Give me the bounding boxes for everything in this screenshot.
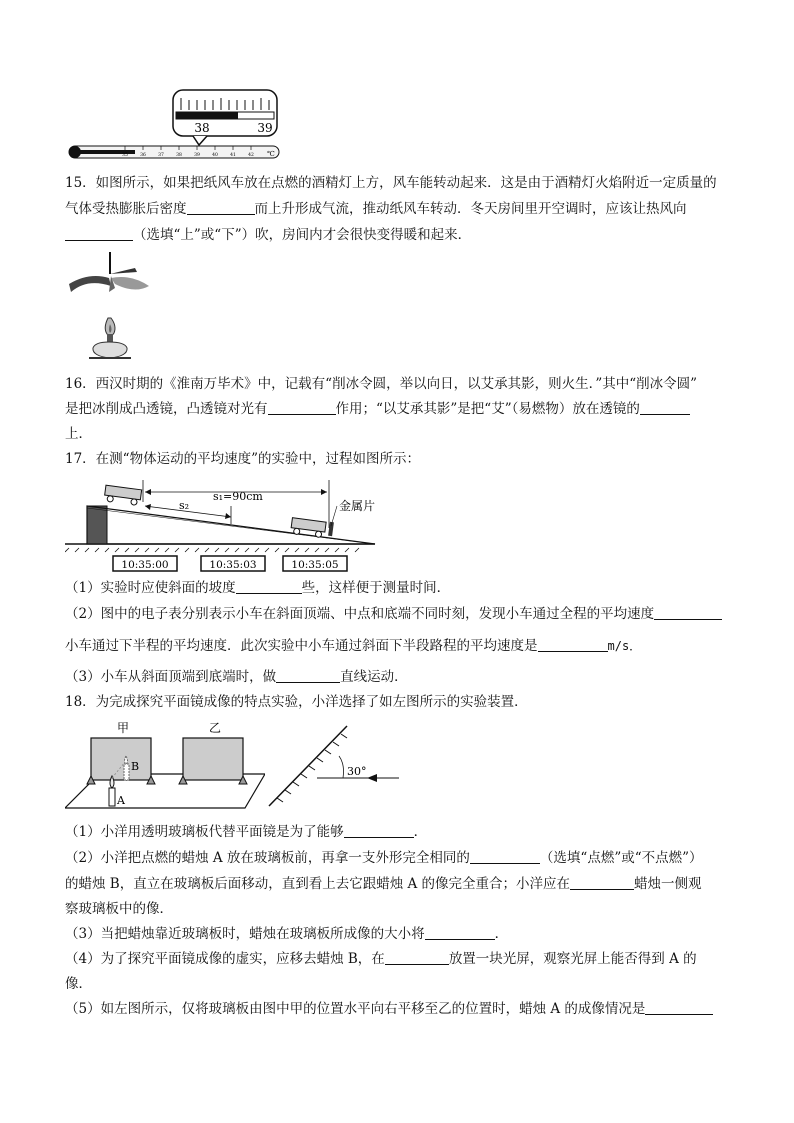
q18-text: （2）小洋把点燃的蜡烛 A 放在玻璃板前，再拿一支外形完全相同的 [65,850,470,866]
q16-line1: 16．西汉时期的《淮南万毕术》中，记载有“削冰令圆，举以向日，以艾承其影，则火生．”其中“削冰令圆” [65,376,698,392]
angle-label: 30° [347,765,367,778]
incline-figure [65,476,385,574]
q18-text: 的蜡烛 B，直立在玻璃板后面移动，直到看上去它跟蜡烛 A 的像完全重合；小洋应在 [65,876,571,892]
q16-blank-2[interactable] [640,400,690,415]
clock-middle: 10:35:03 [209,559,257,571]
q18-sub2c: 察玻璃板中的像． [65,901,173,917]
position-jia-label: 甲 [117,721,130,735]
q17-text: 直线运动． [340,669,408,685]
q16-line2 [65,399,690,419]
q15-line2 [65,199,687,219]
zoom-label-39: 39 [257,121,273,135]
q17-sub2b [65,636,641,656]
q17-line1: 17．在测“物体运动的平均速度”的实验中，过程如图所示： [65,451,420,467]
q18-line1: 18．为完成探究平面镜成像的特点实验，小洋选择了如左图所示的实验装置． [65,694,528,710]
q17-text: （2）图中的电子表分别表示小车在斜面顶端、中点和底端不同时刻，发现小车通过全程的平均速度 [65,606,655,622]
q18-text: ． [413,824,428,840]
s2-label: s₂ [179,499,190,512]
s1-label: s₁=90cm [213,490,263,503]
windmill-lamp-figure [65,248,155,366]
clock-end: 10:35:05 [291,559,339,571]
unit-label: ℃ [267,150,275,158]
q18-text: （1）小洋用透明玻璃板代替平面镜是为了能够 [65,824,344,840]
q18-sub5 [65,999,713,1019]
q18-sub2b [65,874,702,894]
q18-blank-1[interactable] [344,823,414,838]
q18-sub4a [65,949,697,969]
q15-line3 [65,225,471,245]
zoom-label-38: 38 [194,121,210,135]
q16-text: 作用；“以艾承其影”是把“艾”（易燃物）放在透镜的 [335,401,640,417]
candle-b-label: B [131,760,140,773]
q18-text: 蜡烛一侧观 [634,876,702,892]
q15-text: （选填“上”或“下”）吹，房间内才会很快变得暖和起来． [133,227,472,243]
q17-text: （1）实验时应使斜面的坡度 [65,580,236,596]
scale-label: 39 [194,153,200,158]
scale-label: 38 [176,153,182,158]
scale-label: 37 [158,153,164,158]
q17-sub1 [65,578,450,598]
q17-blank-4[interactable] [276,668,340,683]
q18-blank-3[interactable] [570,875,634,890]
q18-text: （4）为了探究平面镜成像的虚实，应移去蜡烛 B，在 [65,951,385,967]
q17-text: 些，这样便于测量时间． [301,580,451,596]
scale-label: 42 [248,153,254,158]
q17-blank-1[interactable] [236,579,302,594]
clock-start: 10:35:00 [121,559,169,571]
q15-line1: 15．如图所示，如果把纸风车放在点燃的酒精灯上方，风车能转动起来．这是由于酒精灯火焰附近一定质量的 [65,175,717,191]
q18-blank-5[interactable] [385,950,449,965]
scale-label: 36 [140,153,146,158]
q18-sub3 [65,924,508,944]
q18-blank-4[interactable] [425,925,495,940]
q18-blank-6[interactable] [645,1000,713,1015]
candle-a-label: A [117,794,125,807]
q17-blank-2[interactable] [654,605,722,620]
q18-text: （选填“点燃”或“不点燃”） [539,850,703,866]
q18-sub2a [65,848,703,868]
q15-text: 而上升形成气流，推动纸风车转动．冬天房间里开空调时，应该让热风向 [254,201,687,217]
scale-label: 35 [122,153,128,158]
thermometer-figure [65,88,285,164]
mirror-setup-figure [65,718,265,812]
q18-text: ． [494,926,509,942]
q15-blank-1[interactable] [187,200,255,215]
q16-line3: 上． [65,426,92,442]
position-yi-label: 乙 [209,721,222,735]
q17-text: （3）小车从斜面顶端到底端时，做 [65,669,277,685]
scale-label: 41 [230,153,236,158]
q18-text: （5）如左图所示，仅将玻璃板由图中甲的位置水平向右平移至乙的位置时，蜡烛 A 的成像情况是 [65,1001,646,1017]
q17-sub2a [65,604,722,624]
q15-blank-2[interactable] [65,226,133,241]
reflection-figure [263,720,403,812]
q17-blank-3[interactable] [538,637,608,652]
q16-blank-1[interactable] [268,400,336,415]
q17-unit: m/s． [607,639,642,653]
q18-text: 放置一块光屏，观察光屏上能否得到 A 的 [448,951,697,967]
q18-sub4b: 像． [65,976,92,992]
q18-blank-2[interactable] [470,849,540,864]
q15-text: 气体受热膨胀后密度 [65,201,187,217]
metal-sheet-label: 金属片 [339,499,376,513]
scale-label: 40 [212,153,218,158]
q17-sub3 [65,667,408,687]
q18-sub1 [65,822,427,842]
q16-text: 是把冰削成凸透镜，凸透镜对光有 [65,401,268,417]
q18-text: （3）当把蜡烛靠近玻璃板时，蜡烛在玻璃板所成像的大小将 [65,926,425,942]
q17-text: 小车通过下半程的平均速度．此次实验中小车通过斜面下半段路程的平均速度是 [65,638,538,654]
